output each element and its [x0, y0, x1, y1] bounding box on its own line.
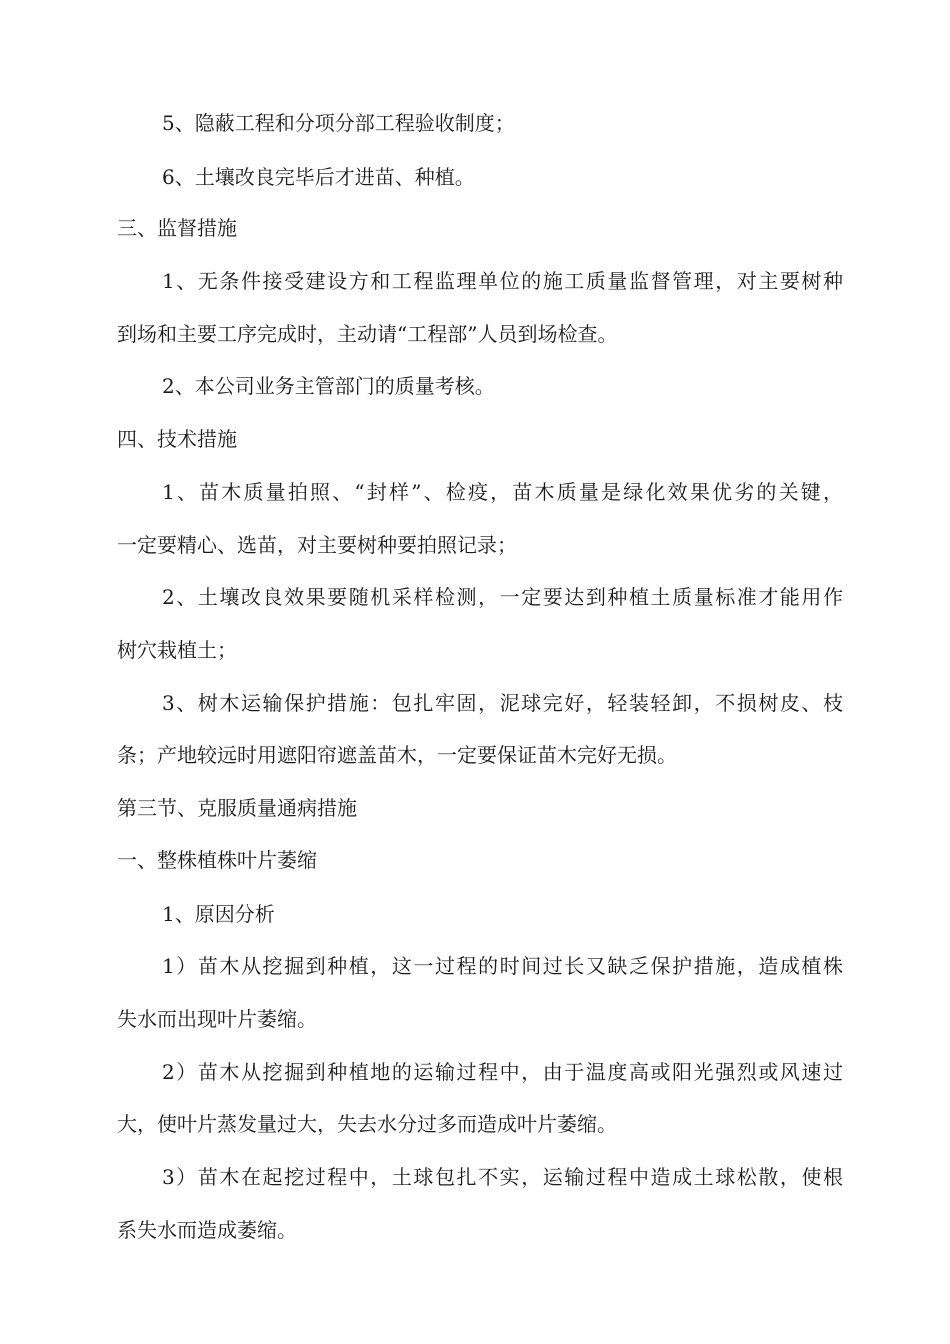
- section-heading-chapter-3: 第三节、克服质量通病措施: [117, 796, 357, 820]
- paragraph-cause-2-line2: 大，使叶片蒸发量过大，失去水分过多而造成叶片萎缩。: [117, 1112, 617, 1136]
- paragraph-cause-2-line1: 2）苗木从挖掘到种植地的运输过程中，由于温度高或阳光强烈或风速过: [162, 1060, 843, 1084]
- paragraph-technical-2-line1: 2、土壤改良效果要随机采样检测，一定要达到种植土质量标准才能用作: [162, 585, 843, 609]
- paragraph-technical-1-line1: 1、苗木质量拍照、“封样”、检疫，苗木质量是绿化效果优劣的关键，: [162, 480, 843, 504]
- list-item-5-acceptance: 5、隐蔽工程和分项分部工程验收制度；: [162, 111, 515, 135]
- sub-heading-cause-analysis: 1、原因分析: [162, 902, 275, 926]
- paragraph-cause-1-line2: 失水而出现叶片萎缩。: [117, 1007, 317, 1031]
- paragraph-cause-3-line2: 系失水而造成萎缩。: [117, 1218, 297, 1242]
- paragraph-technical-2-line2: 树穴栽植土；: [117, 638, 237, 662]
- section-heading-technical: 四、技术措施: [117, 427, 237, 451]
- list-item-6-soil: 6、土壤改良完毕后才进苗、种植。: [162, 165, 475, 189]
- paragraph-cause-1-line1: 1）苗木从挖掘到种植，这一过程的时间过长又缺乏保护措施，造成植株: [162, 954, 843, 978]
- subsection-heading-leaf-wilting: 一、整株植株叶片萎缩: [117, 848, 317, 872]
- paragraph-technical-1-line2: 一定要精心、选苗，对主要树种要拍照记录；: [117, 533, 517, 557]
- paragraph-technical-3-line1: 3、树木运输保护措施：包扎牢固，泥球完好，轻装轻卸，不损树皮、枝: [162, 691, 843, 715]
- paragraph-supervision-2: 2、本公司业务主管部门的质量考核。: [162, 374, 495, 398]
- section-heading-supervision: 三、监督措施: [117, 216, 237, 240]
- paragraph-supervision-1-line2: 到场和主要工序完成时，主动请“工程部”人员到场检查。: [117, 322, 618, 346]
- paragraph-technical-3-line2: 条；产地较远时用遮阳帘遮盖苗木，一定要保证苗木完好无损。: [117, 743, 677, 767]
- paragraph-supervision-1-line1: 1、无条件接受建设方和工程监理单位的施工质量监督管理，对主要树种: [162, 269, 843, 293]
- paragraph-cause-3-line1: 3）苗木在起挖过程中，土球包扎不实，运输过程中造成土球松散，使根: [162, 1165, 843, 1189]
